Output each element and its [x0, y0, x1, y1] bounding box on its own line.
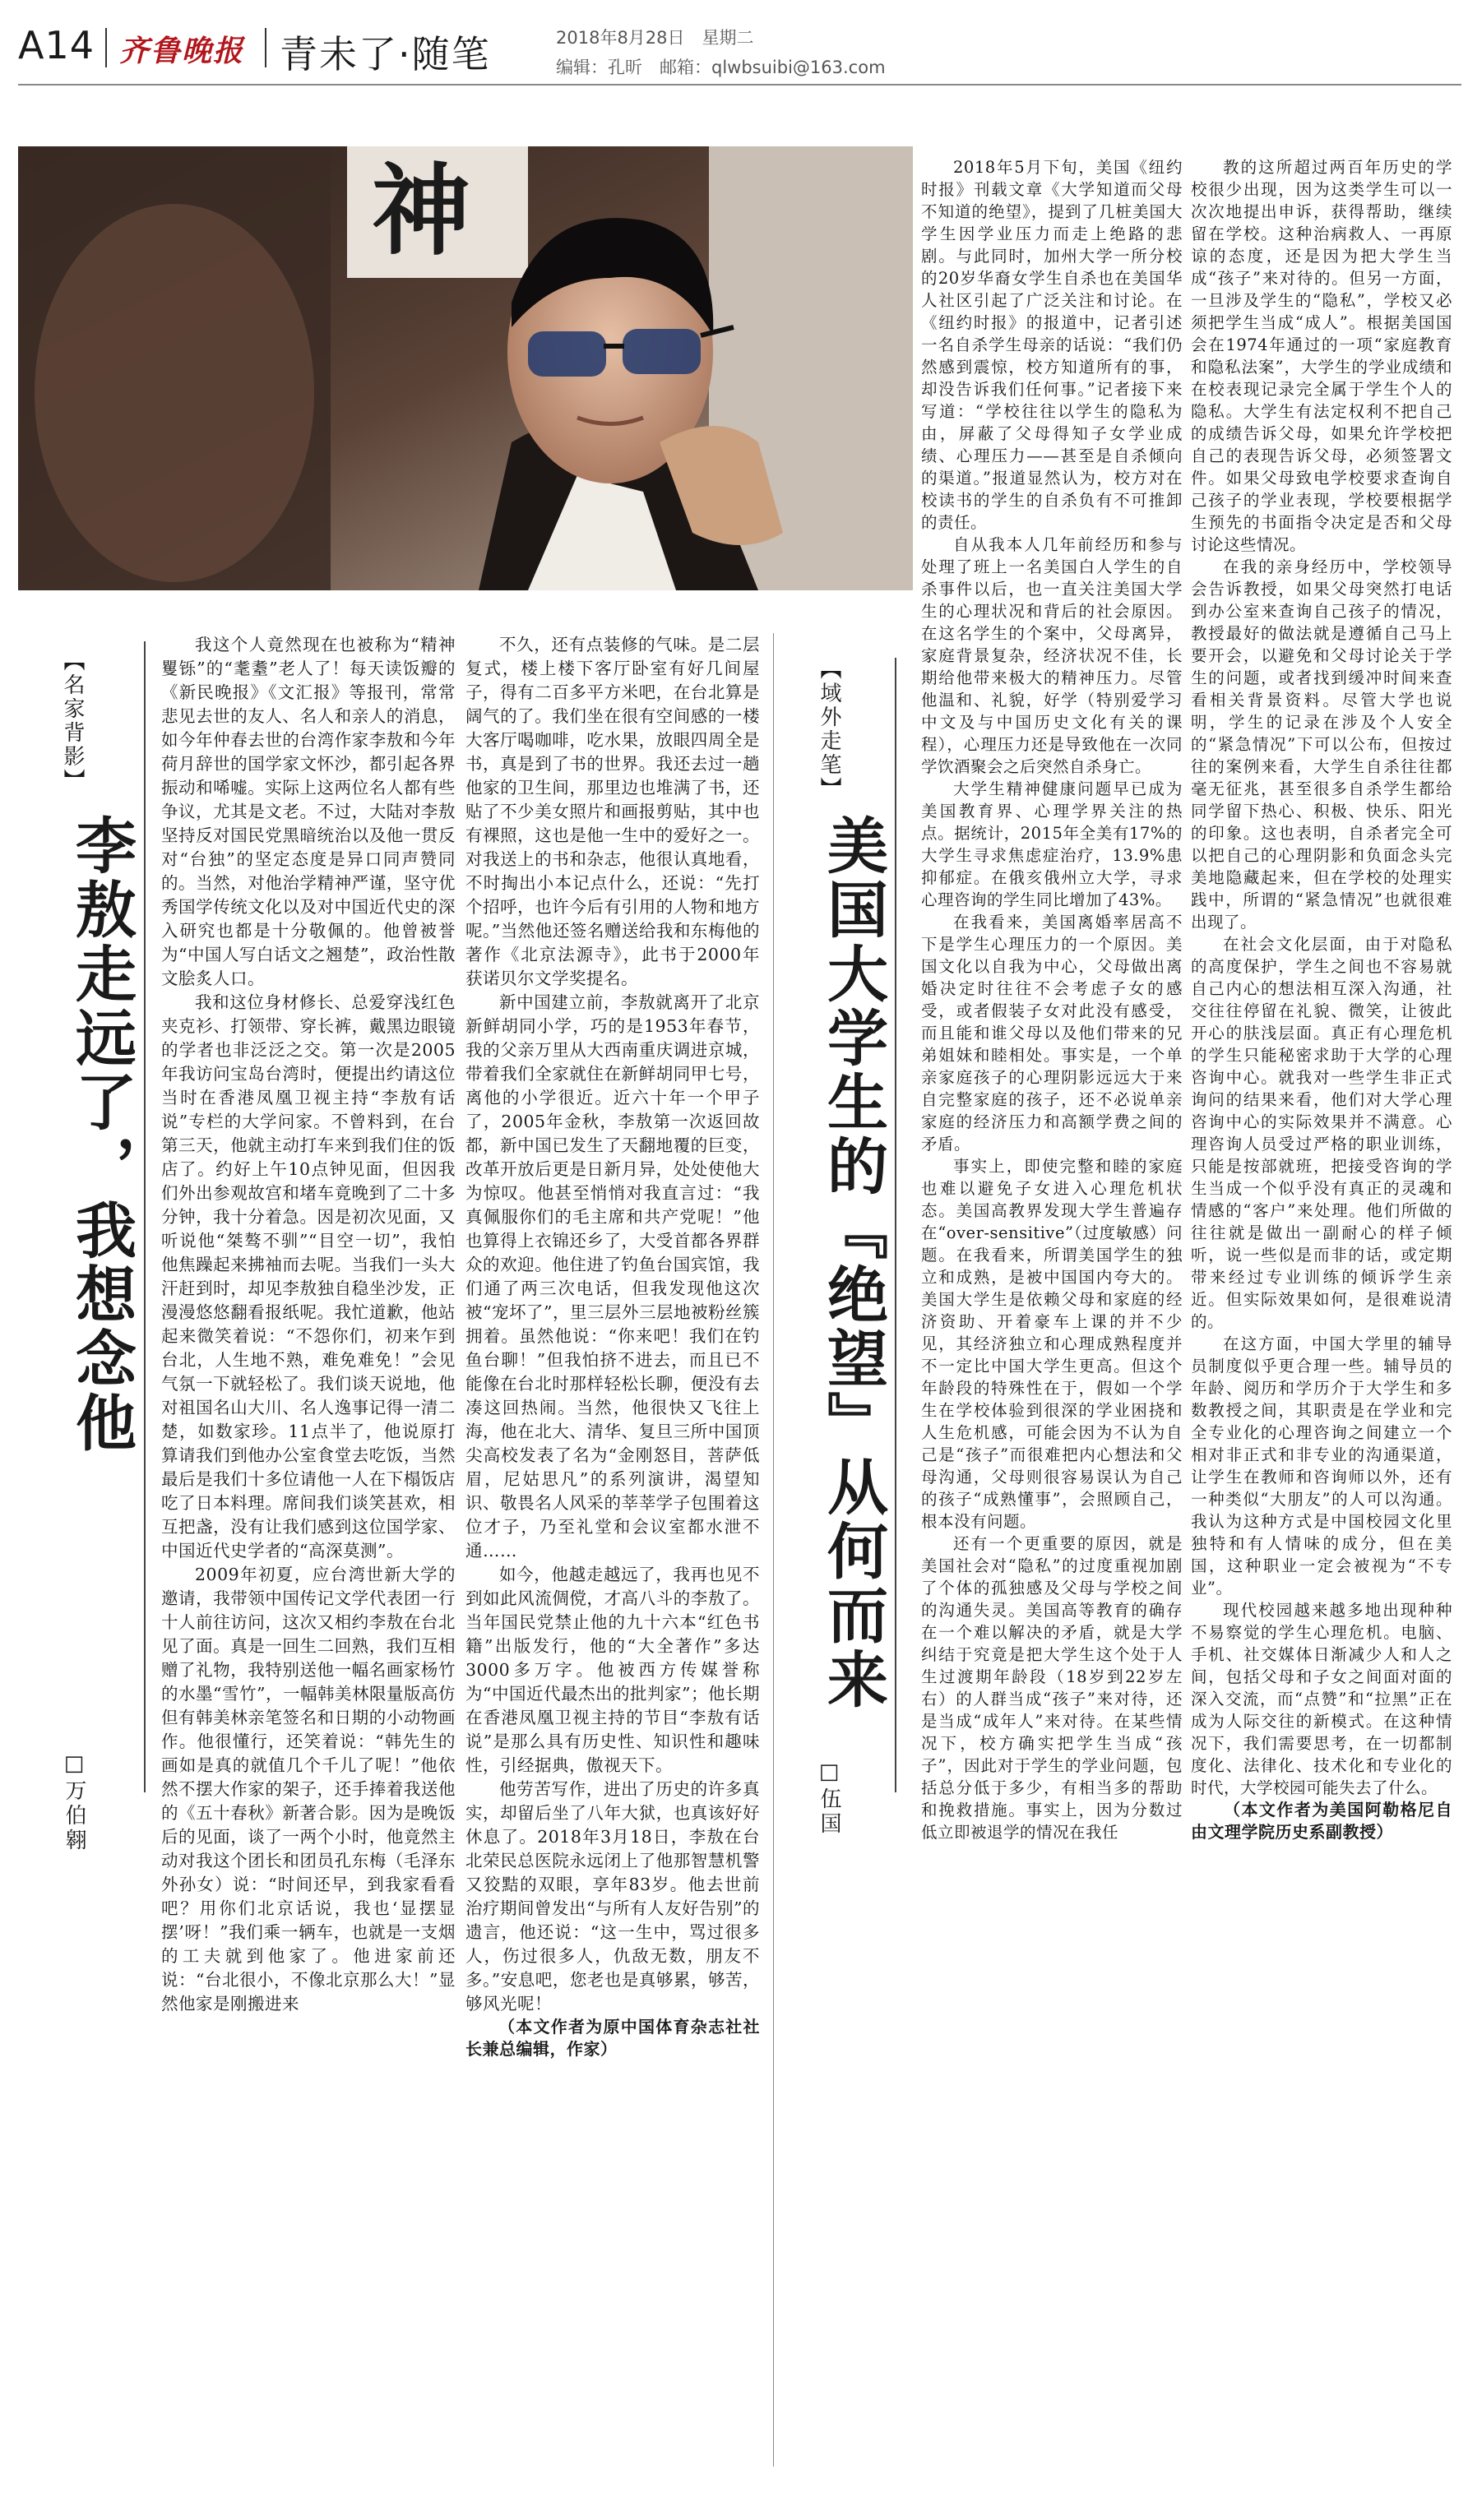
paragraph: 还有一个更重要的原因，就是美国社会对“隐私”的过度重视加剧了个体的孤独感及父母与学校之间的沟通失灵。美国高等教育的确存在一个难以解决的矛盾，就是大学纠结于究竟是把大学生这个处于人生过渡期年龄段（18岁到22岁左右）的人群当成“孩子”来对待，还是当成“成年人”来对待。在某些情况下，校方确实把学生当成“孩子”，因此对于学生的学业问题，包括总分低于多少，有相当多的帮助和挽救措施。事实上，因为分数过低立即被退学的情况在我任	[921, 1534, 1183, 1842]
paragraph: 在社会文化层面，由于对隐私的高度保护，学生之间也不容易就自己内心的想法相互深入沟通，社交往往停留在礼貌、微笑，让彼此开心的肤浅层面。真正有心理危机的学生只能秘密求助于大学的心理咨询中心。就我对一些学生非正式询问的结果来看，他们对大学心理咨询中心的实际效果并不满意。心理咨询人员受过严格的职业训练，只能是按部就班，把接受咨询的学生当成一个似乎没有真正的灵魂和情感的“客户”来处理。他们所做的往往就是做出一副耐心的样子倾听，说一些似是而非的话，或定期带来经过专业训练的倾诉学生亲近。但实际效果如何，是很难说清的。	[1191, 935, 1452, 1331]
column-rule	[895, 658, 896, 1792]
section-title: 青未了·随笔	[280, 32, 491, 76]
paragraph: 我和这位身材修长、总爱穿浅红色夹克衫、打领带、穿长裤，戴黑边眼镜的学者也非泛泛之交。第一次是2005年我访问宝岛台湾时，便提出约请这位当时在香港凤凰卫视主持“李敖有话说”专栏的大学问家。不曾料到，在台第三天，他就主动打车来到我们住的饭店了。约好上午10点钟见面，但因我们外出参观故宫和堵车竟晚到了二十多分钟，我十分着急。因是初次见面，又听说他“桀骜不驯”“目空一切”，我怕他焦躁起来拂袖而去呢。当我们一头大汗赶到时，却见李敖独自稳坐沙发，正漫漫悠悠翻看报纸呢。我忙道歉，他站起来微笑着说：“不怨你们，初来乍到台北，人生地不熟，难免难免！”会见气氛一下就轻松了。我们谈天说地，他对祖国名山大川、名人逸事记得一清二楚，如数家珍。11点半了，他说原打算请我们到他办公室食堂去吃饭，当然最后是我们十多位请他一人在下榻饭店吃了日本料理。席间我们谈笑甚欢，相互把盏，没有让我们感到这位国学家、中国近代史学者的“高深莫测”。	[161, 992, 456, 1561]
article-divider	[773, 633, 774, 2467]
left-article-column-2	[465, 633, 760, 2060]
paragraph: 我这个人竟然现在也被称为“精神矍铄”的“耄耋”老人了！每天读饭瓣的《新民晚报》《文汇报》等报刊，常常悲见去世的友人、名人和亲人的消息，如今年仲春去世的台湾作家李敖和今年荷月辞世的国学家文怀沙，都引起各界振动和唏嘘。实际上这两位名人都有些争议，尤其是文老。不过，大陆对李敖坚持反对国民党黑暗统治以及他一贯反对“台独”的坚定态度是异口同声赞同的。当然，对他治学精神严谨，坚守优秀国学传统文化以及对中国近代史的深入研究也都是十分敬佩的。他曾被誉为“中国人写白话文之翘楚”，政治性散文脍炙人口。	[161, 635, 456, 988]
svg-text:神: 神	[372, 155, 470, 269]
paragraph: 自从我本人几年前经历和参与处理了班上一名美国白人学生的自杀事件以后，也一直关注美国大学生的心理状况和背后的社会原因。在这名学生的个案中，父母离异，家庭背景复杂，经济状况不佳，长期给他带来极大的精神压力。尽管他温和、礼貌，好学（特别爱学习中文及与中国历史文化有关的课程），心理压力还是导致他在一次同学饮酒聚会之后突然自杀身亡。	[921, 535, 1183, 776]
issue-date: 2018年8月28日 星期二	[556, 28, 754, 48]
paragraph: 如今，他越走越远了，我再也见不到如此风流倜傥，才高八斗的李敖了。当年国民党禁止他的九十六本“红色书籍”出版发行，他的“大全著作”多达3000多万字。他被西方传媒誉称为“中国近代最杰出的批判家”；他长期在香港凤凰卫视主持的节目“李敖有话说”是那么具有历史性、知识性和趣味性，引经据典，傲视天下。	[465, 1565, 760, 1775]
right-article-column-1	[921, 156, 1183, 1843]
column-tag: 【域外走笔】	[817, 658, 841, 801]
author-credit: （本文作者为原中国体育杂志社社长兼总编辑，作家）	[465, 2017, 760, 2059]
page-number: A14	[18, 23, 95, 67]
paragraph: 事实上，即使完整和睦的家庭也难以避免子女进入心理危机状态。美国高教界发现大学生普遍存在“over-sensitive”（过度敏感）问题。在我看来，所谓美国学生的独立和成熟，是被中国国内夸大的。美国大学生是依赖父母和家庭的经济资助、开着豪车上课的并不少见，其经济独立和心理成熟程度并不一定比中国大学生更高。但这个年龄段的特殊性在于，假如一个学生在学校体验到很深的学业困挠和人生危机感，可能会因为不认为自己是“孩子”而很难把内心想法和父母沟通，父母则很容易误认为自己的孩子“成熟懂事”，会照顾自己，根本没有问题。	[921, 1157, 1183, 1531]
paragraph: 2018年5月下旬，美国《纽约时报》刊载文章《大学知道而父母不知道的绝望》，提到了几桩美国大学生因学业压力而走上绝路的悲剧。与此同时，加州大学一所分校的20岁华裔女学生自杀也在美国华人社区引起了广泛关注和讨论。在《纽约时报》的报道中，记者引述一名自杀学生母亲的话说：“我们仍然感到震惊，校方知道所有的事，却没告诉我们任何事。”记者接下来写道：“学校往往以学生的隐私为由，屏蔽了父母得知子女学业成绩、心理压力——甚至是自杀倾向的渠道。”报道显然认为，校方对在校读书的学生的自杀负有不可推卸的责任。	[921, 158, 1183, 532]
paragraph: 在我看来，美国离婚率居高不下是学生心理压力的一个原因。美国文化以自我为中心，父母做出离婚决定时往往不会考虑子女的感受，或者假装子女对此没有感受，而且能和谁父母以及他们带来的兄弟姐妹和睦相处。事实是，一个单亲家庭孩子的心理阴影远远大于来自完整家庭的孩子，还不必说单亲家庭的经济压力和高额学费之间的矛盾。	[921, 913, 1183, 1154]
paragraph: 教的这所超过两百年历史的学校很少出现，因为这类学生可以一次次地提出申诉，获得帮助，继续留在学校。这种治病救人、一再原谅的态度，还是因为把大学生当成“孩子”来对待的。但另一方面，一旦涉及学生的“隐私”，学校又必须把学生当成“成人”。根据美国国会在1974年通过的一项“家庭教育和隐私法案”，大学生的学业成绩和在校表现记录完全属于学生个人的隐私。大学生有法定权利不把自己的成绩告诉父母，如果允许学校把自己的表现告诉父母，必须签署文件。如果父母致电学校要求查询自己孩子的学业表现，学校要根据学生预先的书面指令决定是否和父母讨论这些情况。	[1191, 158, 1452, 554]
paragraph: 在这方面，中国大学里的辅导员制度似乎更合理一些。辅导员的年龄、阅历和学历介于大学生和多数教授之间，其职责是在学业和完全专业化的心理咨询之间建立一个相对非正式和非专业的沟通渠道，让学生在教师和咨询师以外，还有一种类似“大朋友”的人可以沟通。我认为这种方式是中国校园文化里独特和有人情味的成分，但在美国，这种职业一定会被视为“不专业”。	[1191, 1334, 1452, 1598]
article-title: 李敖走远了，我想念他	[66, 814, 137, 1455]
paragraph: 他劳苦写作，进出了历史的许多真实，却留后坐了八年大狱，也真该好好休息了。2018年3月18日，李敖在台北荣民总医院永远闭上了他那智慧机警又狡黠的双眼，享年83岁。他去世前治疗期间曾发出“与所有人友好告别”的遗言，他还说：“这一生中，骂过很多人，伤过很多人，仇敌无数，朋友不多。”安息吧，您老也是真够累，够苦，够风光呢！	[465, 1779, 760, 2014]
article-author: □伍国	[817, 1759, 841, 1837]
paragraph: 现代校园越来越多地出现种种不易察觉的学生心理危机。电脑、手机、社交媒体日渐减少人和人之间，包括父母和子女之间面对面的深入交流，而“点赞”和“拉黑”正在成为人际交往的新模式。在这种情况下，我们需要思考，在一切都制度化、法律化、技术化和专业化的时代，大学校园可能失去了什么。	[1191, 1601, 1452, 1797]
newspaper-logo: 齐鲁晚报	[119, 34, 245, 68]
paragraph: 在我的亲身经历中，学校领导会告诉教授，如果父母突然打电话到办公室来查询自己孩子的情况，教授最好的做法就是遵循自己马上要开会，以避免和父母讨论关于学生的问题，或者找到缓冲时间来查看相关背景资料。尽管大学也说明，学生的记录在涉及个人安全的“紧急情况”下可以公布，但按过往的案例来看，大学生自杀往往都毫无征兆，甚至很多自杀学生都给同学留下热心、积极、快乐、阳光的印象。这也表明，自杀者完全可以把自己的心理阴影和负面念头完美地隐藏起来，但在学校的处理实践中，所谓的“紧急情况”也就很难出现了。	[1191, 557, 1452, 932]
header-divider	[105, 28, 107, 67]
editor-info: 编辑：孔昕 邮箱：qlwbsuibi@163.com	[556, 58, 886, 77]
article-author: □万伯翱	[62, 1751, 86, 1853]
paragraph: 新中国建立前，李敖就离开了北京新鲜胡同小学，巧的是1953年春节，我的父亲万里从大西南重庆调进京城，带着我们全家就住在新鲜胡同甲七号，离他的小学很近。近六十年一个甲子了，2005年金秋，李敖第一次返回故都，新中国已发生了天翻地覆的巨变，改革开放后更是日新月异，处处使他大为惊叹。他甚至悄悄对我直言过：“我真佩服你们的毛主席和共产党呢！”他也算得上衣锦还乡了，大受首都各界群众的欢迎。他住进了钓鱼台国宾馆，我们通了两三次电话，但我发现他这次被“宠坏了”，里三层外三层地被粉丝簇拥着。虽然他说：“你来吧！我们在钓鱼台聊！”但我怕挤不进去，而且已不能像在台北时那样轻松长聊，便没有去凑这回热闹。当然，他很快又飞往上海，他在北大、清华、复旦三所中国顶尖高校发表了名为“金刚怒目，菩萨低眉，尼姑思凡”的系列演讲，渴望知识、敬畏名人风采的莘莘学子包围着这位才子，乃至礼堂和会议室都水泄不通……	[465, 992, 760, 1561]
article-title: 美国大学生的『绝望』从何而来	[817, 814, 888, 1712]
paragraph: 2009年初夏，应台湾世新大学的邀请，我带领中国传记文学代表团一行十人前往访问，这次又相约李敖在台北见了面。真是一回生二回熟，我们互相赠了礼物，我特别送他一幅名画家杨竹的水墨“雪竹”，一幅韩美林限量版高仿但有韩美林亲笔签名和日期的小动物画作。他很懂行，还笑着说：“韩先生的画如是真的就值几个千儿了呢！”他依然不摆大作家的架子，还手捧着我送他的《五十春秋》新著合影。因为是晚饭后的见面，谈了一两个小时，他竟然主动对我这个团长和团员孔东梅（毛泽东外孙女）说：“时间还早，到我家看看吧？用你们北京话说，我也‘显摆显摆’呀！”我们乘一辆车，也就是一支烟的工夫就到他家了。他进家前还说：“台北很小，不像北京那么大！”显然他家是刚搬进来	[161, 1565, 456, 2014]
right-article-column-2	[1191, 156, 1452, 1843]
portrait-photo	[18, 146, 913, 590]
paragraph: 大学生精神健康问题早已成为美国教育界、心理学界关注的热点。据统计，2015年全美有17%的大学生寻求焦虑症治疗，13.9%患抑郁症。在俄亥俄州立大学，寻求心理咨询的学生同比增加了43%。	[921, 779, 1183, 909]
author-credit: （本文作者为美国阿勒格尼自由文理学院历史系副教授）	[1191, 1800, 1452, 1842]
column-rule	[144, 641, 146, 1792]
header-rule	[18, 84, 1461, 86]
column-tag: 【名家背影】	[60, 650, 85, 793]
header-divider	[265, 28, 266, 67]
left-article-column-1	[161, 633, 456, 2016]
paragraph: 不久，还有点装修的气味。是二层复式，楼上楼下客厅卧室有好几间屋子，得有二百多平方米吧，在台北算是阔气的了。我们坐在很有空间感的一楼大客厅喝咖啡，吃水果，放眼四周全是书，真是到了书的世界。我还去过一趟他家的卫生间，那里边也堆满了书，还贴了不少美女照片和画报剪贴，其中也有裸照，这也是他一生中的爱好之一。对我送上的书和杂志，他很认真地看，不时掏出小本记点什么，还说：“先打个招呼，也许今后有引用的人物和地方呢。”当然他还签名赠送给我和东梅他的著作《北京法源寺》，此书于2000年获诺贝尔文学奖提名。	[465, 635, 760, 988]
